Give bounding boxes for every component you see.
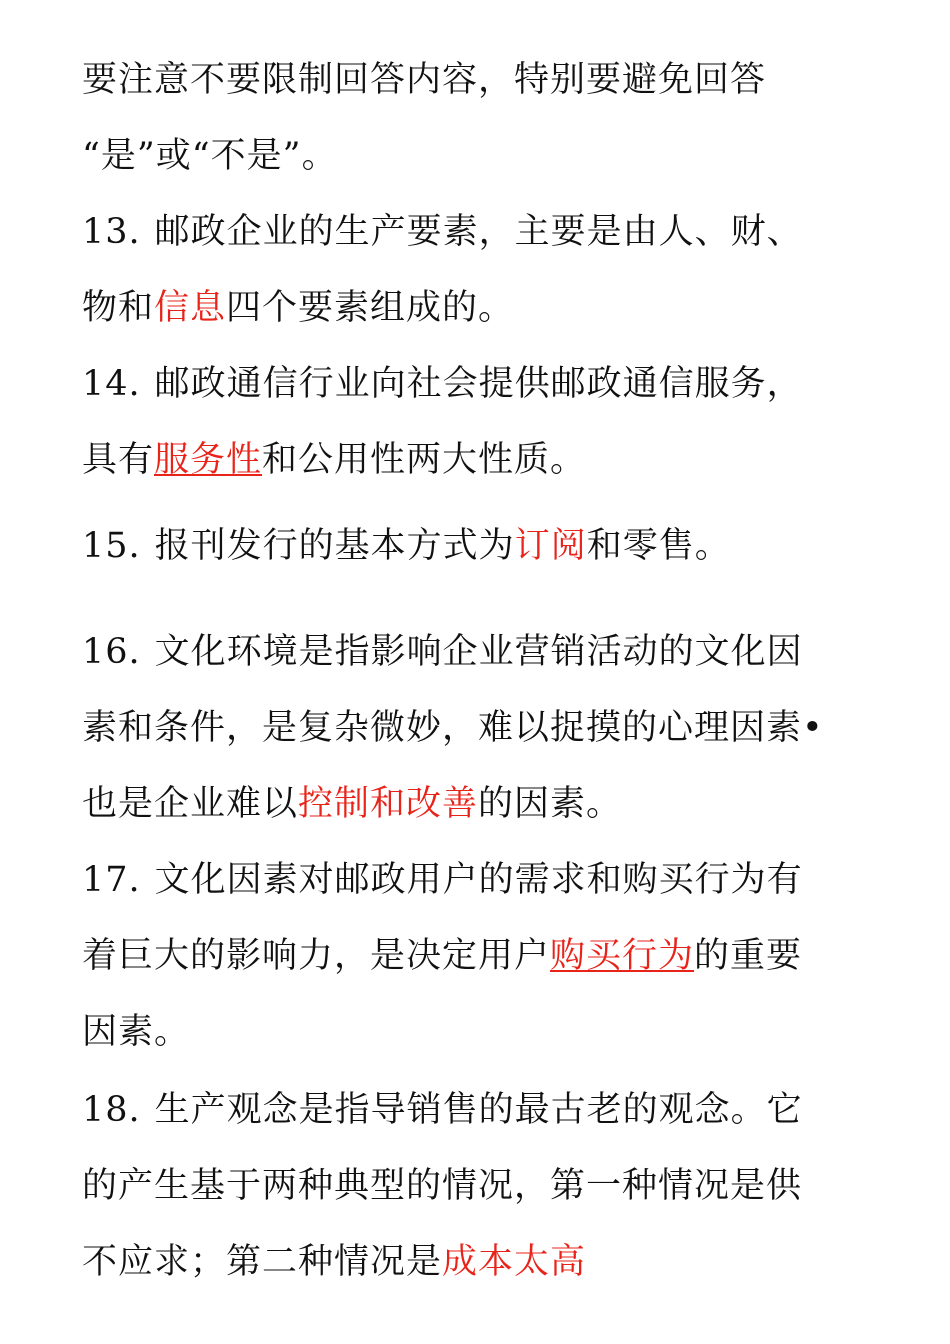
text-run: “是”或“不是”。 (82, 136, 338, 176)
item-number: 14. (82, 364, 141, 404)
text-run: 文化因素对邮政用户的需求和购买行为有 (154, 860, 803, 900)
text-run: 四个要素组成的。 (226, 288, 515, 328)
item-18-line-2 (82, 1164, 802, 1208)
item-18-line-3 (82, 1240, 586, 1284)
item-12-line-1 (82, 58, 766, 102)
text-run: 也是企业难以 (82, 784, 299, 824)
text-run: 报刊发行的基本方式为 (154, 526, 515, 566)
item-14-line-2 (82, 438, 586, 482)
item-17-line-3 (82, 1010, 190, 1054)
item-16-line-2 (82, 706, 824, 750)
item-13-line-2 (82, 286, 514, 330)
text-run: 物和 (82, 288, 155, 328)
text-run: 不应求；第二种情况是 (82, 1242, 443, 1282)
text-run: 的产生基于两种典型的情况，第一种情况是供 (82, 1166, 803, 1206)
answer-text: 订阅 (514, 526, 587, 566)
text-run: 文化环境是指影响企业营销活动的文化因 (154, 632, 803, 672)
item-16-line-1 (82, 630, 803, 674)
item-13-line-1 (82, 210, 803, 254)
item-18-line-1 (82, 1088, 803, 1132)
item-16-line-3 (82, 782, 622, 826)
text-run: 邮政企业的生产要素，主要是由人、财、 (154, 212, 803, 252)
item-number: 17. (82, 860, 141, 900)
text-run: 的因素。 (478, 784, 623, 824)
text-run: 邮政通信行业向社会提供邮政通信服务， (154, 364, 803, 404)
item-number: 16. (82, 632, 141, 672)
item-number: 15. (82, 526, 141, 566)
text-run: 具有 (82, 440, 155, 480)
item-number: 13. (82, 212, 141, 252)
item-17-line-1 (82, 858, 803, 902)
item-14-line-1 (82, 362, 803, 406)
answer-text: 成本太高 (442, 1242, 587, 1282)
answer-text: 控制和改善 (298, 784, 479, 824)
text-run: 素和条件，是复杂微妙，难以捉摸的心理因素• (82, 708, 824, 748)
text-run: 因素。 (82, 1012, 191, 1052)
answer-text-underlined: 服务性 (154, 440, 263, 480)
item-12-line-2 (82, 134, 338, 178)
item-17-line-2 (82, 934, 802, 978)
text-run: 的重要 (694, 936, 803, 976)
item-15-line-1 (82, 524, 731, 568)
answer-text-underlined: 购买行为 (550, 936, 695, 976)
text-run: 要注意不要限制回答内容，特别要避免回答 (82, 60, 767, 100)
item-number: 18. (82, 1090, 141, 1130)
answer-text: 信息 (154, 288, 227, 328)
text-run: 着巨大的影响力，是决定用户 (82, 936, 551, 976)
text-run: 和零售。 (586, 526, 731, 566)
text-run: 生产观念是指导销售的最古老的观念。它 (154, 1090, 803, 1130)
text-run: 和公用性两大性质。 (262, 440, 587, 480)
